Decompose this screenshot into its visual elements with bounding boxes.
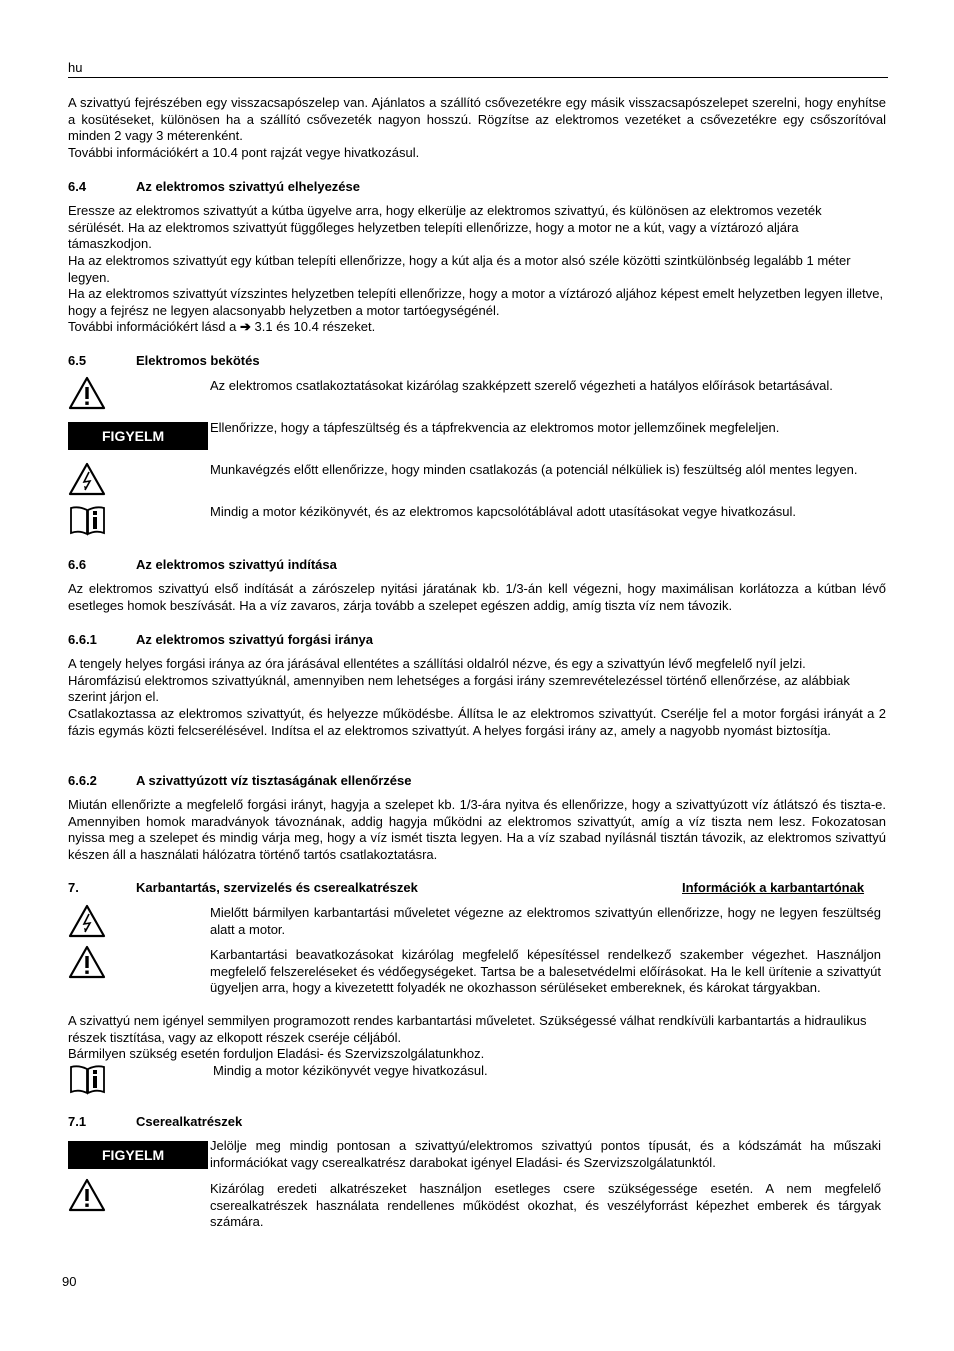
notice-text: Mindig a motor kézikönyvét, és az elektromos kapcsolótáblával adott utasításokat vegye hivatkozásul. xyxy=(210,504,797,519)
section-title: Cserealkatrészek xyxy=(136,1114,243,1129)
section-number: 6.6 xyxy=(68,557,87,572)
section-heading-6-4 xyxy=(68,179,360,196)
section-title: Az elektromos szivattyú elhelyezése xyxy=(136,179,360,194)
manual-book-icon xyxy=(68,505,108,537)
section-title: A szivattyúzott víz tisztaságának ellenőrzése xyxy=(136,773,412,788)
page-number: 90 xyxy=(62,1274,77,1289)
section-title: Elektromos bekötés xyxy=(136,353,260,368)
section-title: Karbantartás, szervizelés és cserealkatrészek xyxy=(136,880,418,895)
section-number: 6.5 xyxy=(68,353,87,368)
section-title: Az elektromos szivattyú indítása xyxy=(136,557,337,572)
warning-icon xyxy=(68,945,106,979)
section-heading-6-6-1 xyxy=(68,632,373,649)
paragraph: A tengely helyes forgási iránya az óra járásával ellentétes a szállítási oldalról nézve, és egy a szivattyún lévő megfelelő nyíl jelzi. Háromfázisú elektromos szivattyúknál, amennyiben nem lehetséges a forgási irány szemrevételezéssel történő ellenőrzése, az alábbiak szerint járjon el. xyxy=(68,656,850,704)
notice-text: Munkavégzés előtt ellenőrizze, hogy minden csatlakozás (a potenciál nélküliek is) feszültség alól mentes legyen. xyxy=(210,462,858,477)
paragraph: Eressze az elektromos szivattyút a kútba ügyelve arra, hogy elkerülje az elektromos szivattyú, és különösen az elektromos vezeték sérülését. Ha az elektromos szivattyút függőleges helyzetben telepíti ellenőrizze, hogy a motor ne a kút, vagy a víztározó aljára támaszkodjon. xyxy=(68,203,822,251)
section-number: 7. xyxy=(68,880,79,895)
notice-text: Jelölje meg mindig pontosan a szivattyú/elektromos szivattyú pontos típusát, és a kódszámát ha műszaki információkat vagy cserealkatrész darabokat igényel Eladási- és Szervizszolgálatunktól. xyxy=(210,1138,881,1170)
paragraph: Az elektromos szivattyú első indítását a zárószelep nyitási járatának kb. 1/3-án kell végezni, hogy maximálisan korlátozza a kútban lévő esetleges homok beszívását. Ha a víz zavaros, zárja tovább a szelepet egészen addig, amíg tiszta víz nem távozik. xyxy=(68,581,886,613)
paragraph: Csatlakoztassa az elektromos szivattyút, és helyezze működésbe. Állítsa le az elektromos szivattyút. Cserélje fel a motor forgási irányát a 2 fázis egymás közti felcserélésével. Indítsa el az elektromos szivattyút. A helyes forgási irány az, amely a nagyobb nyomást biztosítja. xyxy=(68,706,886,738)
section-heading-7-1 xyxy=(68,1114,242,1131)
notice-text: Mindig a motor kézikönyvét vegye hivatkozásul. xyxy=(213,1063,488,1078)
warning-icon xyxy=(68,1178,106,1212)
reference-line xyxy=(68,319,886,336)
attention-badge: FIGYELM xyxy=(68,1141,208,1169)
attention-badge: FIGYELM xyxy=(68,422,208,450)
electric-hazard-icon xyxy=(68,904,106,938)
arrow-icon: ➔ xyxy=(239,319,251,334)
section-number: 6.4 xyxy=(68,179,87,194)
intro-paragraph: A szivattyú fejrészében egy visszacsapószelep van. Ajánlatos a szállító csővezetékre egy másik visszacsapószelepet szerelni, hogy enyhítse a kosütéseket, különösen ha a szállító csővezeték nagyon hosszú. Rögzítse az elektromos vezetéket a csővezetékre egy csőszorítóval minden 2 vagy 3 méterenként. xyxy=(68,95,886,143)
notice-text: Ellenőrizze, hogy a tápfeszültség és a tápfrekvencia az elektromos motor jellemzőinek megfeleljen. xyxy=(210,420,780,435)
intro-reference: További információkért a 10.4 pont rajzát vegye hivatkozásul. xyxy=(68,145,420,160)
paragraph: A szivattyú nem igényel semmilyen programozott rendes karbantartási műveletet. Szükségessé válhat rendkívüli karbantartás a hidraulikus részek tisztítása, vagy az elkopott részek cseréje céljából. xyxy=(68,1013,867,1045)
section-heading-7 xyxy=(68,880,418,897)
section-number: 7.1 xyxy=(68,1114,87,1129)
header-rule xyxy=(68,77,888,78)
section-number: 6.6.2 xyxy=(68,773,97,788)
manual-book-icon xyxy=(68,1064,108,1096)
section-title: Az elektromos szivattyú forgási iránya xyxy=(136,632,373,647)
reference-text: További információkért lásd a xyxy=(68,319,237,334)
section-heading-6-6-2 xyxy=(68,773,412,790)
notice-text: Kizárólag eredeti alkatrészeket használjon esetleges csere szükségessége esetén. A nem megfelelő cserealkatrészek használata rendellenes működést okozhat, és veszélyforrást képezhet emberek és tárgyak számára. xyxy=(210,1181,881,1229)
notice-text: Az elektromos csatlakoztatásokat kizárólag szakképzett szerelő végezheti a hatályos előírások betartásával. xyxy=(210,378,833,393)
notice-text: Karbantartási beavatkozásokat kizárólag megfelelő képesítéssel rendelkező szakember végezhet. Használjon megfelelő felszereléseket és védőegységeket. Tartsa be a balesetvédelmi előírásokat. Ha le kell ürítenie a szivattyút ügyeljen arra, hogy a kivezetettt folyadék ne okozhasson sérüléseket embereknek, és károkat tárgyakban. xyxy=(210,947,881,995)
paragraph: Ha az elektromos szivattyút vízszintes helyzetben telepíti ellenőrizze, hogy a motor a víztározó aljához képest emelt helyzetben legyen illetve, hogy a fejrész ne legyen alacsonyabb helyzetben a motor tartóegységénél. xyxy=(68,286,884,318)
paragraph: Ha az elektromos szivattyút egy kútban telepíti ellenőrizze, hogy a kút alja és a motor alsó széle közötti szintkülönbség legalább 1 méter legyen. xyxy=(68,253,851,285)
warning-icon xyxy=(68,376,106,410)
electric-hazard-icon xyxy=(68,462,106,496)
notice-text: Mielőtt bármilyen karbantartási műveletet végezne az elektromos szivattyún ellenőrizze, hogy ne legyen feszültség alatt a motor. xyxy=(210,905,881,937)
language-code: hu xyxy=(68,60,83,75)
paragraph: Bármilyen szükség esetén forduljon Eladási- és Szervizszolgálatunkhoz. xyxy=(68,1046,485,1061)
paragraph: Miután ellenőrizte a megfelelő forgási irányt, hagyja a szelepet kb. 1/3-ára nyitva és ellenőrizze, hogy a szivattyúzott víz átlátszó és tiszta-e. Amennyiben homok maradványok távoznának, addig hagyja működni az elektromos szivattyút, amíg a víz tiszta nem lesz. Fokozatosan nyissa meg a szelepet és mindig várja meg, hogy a víz ismét tiszta legyen. Ha a víz szabad nyílásnál tisztán távozik, az elektromos szivattyú készen áll a használati hálózatra történő tartós csatlakoztatásra. xyxy=(68,797,886,862)
reference-sections: 3.1 és 10.4 részeket. xyxy=(254,319,376,334)
maintainer-info-label: Információk a karbantartónak xyxy=(682,880,865,895)
section-heading-6-5 xyxy=(68,353,260,370)
section-number: 6.6.1 xyxy=(68,632,97,647)
section-heading-6-6 xyxy=(68,557,337,574)
